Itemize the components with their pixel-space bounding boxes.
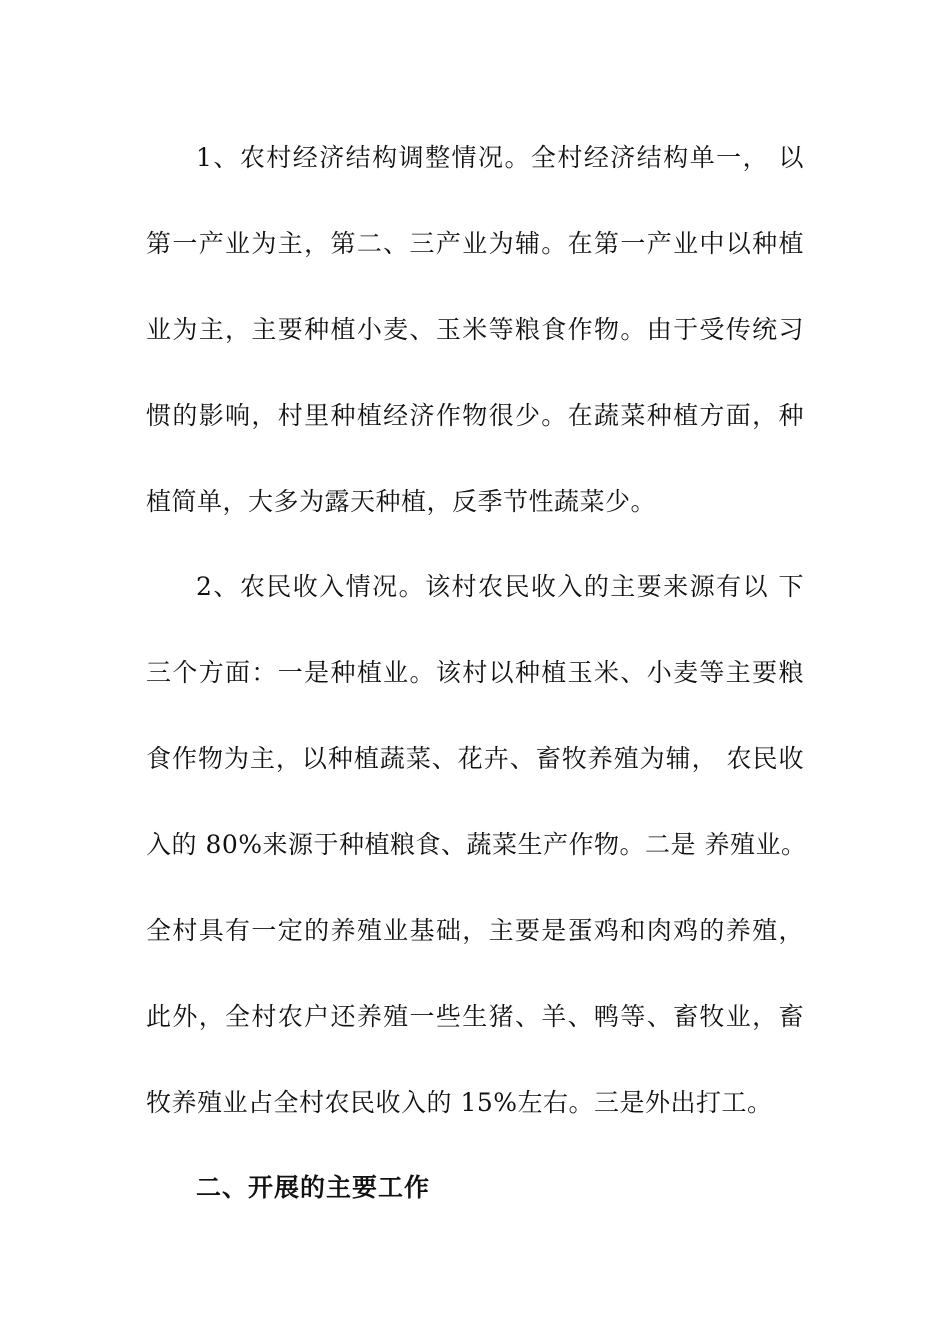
paragraph-2-line-1: 2、农民收入情况。该村农民收入的主要来源有以 下 [196,572,804,601]
paragraph-2-line-7: 牧养殖业占全村农民收入的 15%左右。三是外出打工。 [146,1088,773,1117]
section-heading: 二、开展的主要工作 [196,1173,431,1202]
paragraph-2-line-5: 全村具有一定的养殖业基础，主要是蛋鸡和肉鸡的养殖， [146,916,804,945]
paragraph-2-line-3: 食作物为主，以种植蔬菜、花卉、畜牧养殖为辅， 农民收 [146,744,804,773]
paragraph-2-line-4: 入的 80%来源于种植粮食、蔬菜生产作物。二是 养殖业。 [146,830,807,859]
paragraph-1-line-5: 植简单，大多为露天种植，反季节性蔬菜少。 [146,487,657,516]
paragraph-1-line-2: 第一产业为主，第二、三产业为辅。在第一产业中以种植 [146,229,804,258]
paragraph-1-line-4: 惯的影响，村里种植经济作物很少。在蔬菜种植方面，种 [146,401,804,430]
paragraph-1-line-1: 1、农村经济结构调整情况。全村经济结构单一， 以 [196,143,804,172]
paragraph-1-line-3: 业为主，主要种植小麦、玉米等粮食作物。由于受传统习 [146,315,804,344]
paragraph-2-line-6: 此外，全村农户还养殖一些生猪、羊、鸭等、畜牧业，畜 [146,1002,804,1031]
paragraph-2-line-2: 三个方面：一是种植业。该村以种植玉米、小麦等主要粮 [146,658,804,687]
